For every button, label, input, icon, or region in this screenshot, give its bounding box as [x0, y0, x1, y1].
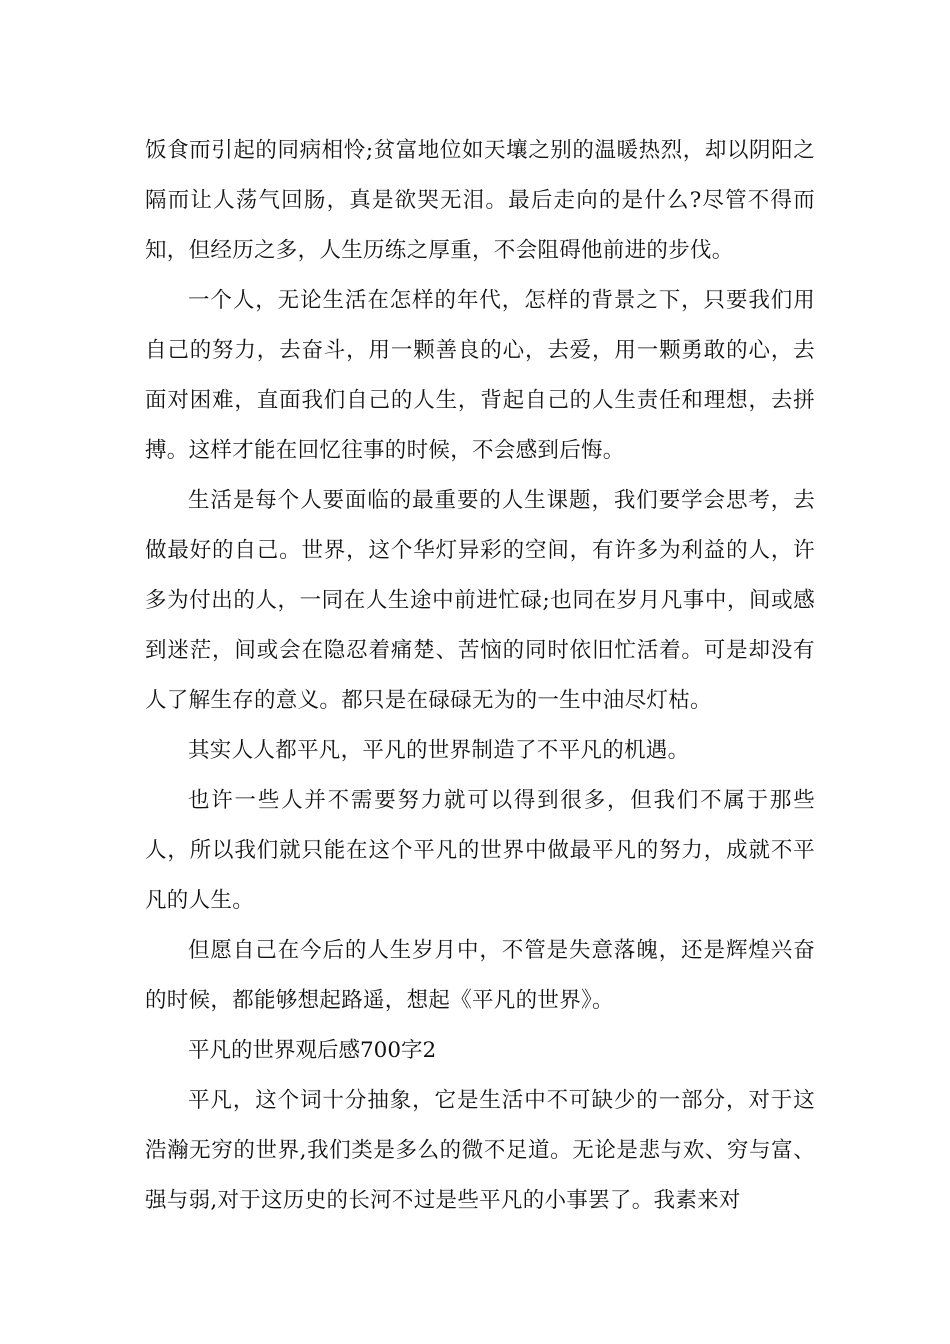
- paragraph-continuation: 饭食而引起的同病相怜;贫富地位如天壤之别的温暖热烈，却以阴阳之隔而让人荡气回肠，真是欲哭无泪。最后走向的是什么?尽管不得而知，但经历之多，人生历练之厚重，不会阻碍他前进的步伐。: [145, 138, 815, 263]
- paragraph: 一个人，无论生活在怎样的年代，怎样的背景之下，只要我们用自己的努力，去奋斗，用一颗善良的心，去爱，用一颗勇敢的心，去面对困难，直面我们自己的人生，背起自己的人生责任和理想，去拼搏。这样才能在回忆往事的时候，不会感到后悔。: [145, 288, 815, 463]
- section-heading: 平凡的世界观后感700字2: [188, 1038, 437, 1063]
- paragraph: 但愿自己在今后的人生岁月中，不管是失意落魄，还是辉煌兴奋的时候，都能够想起路遥，想起《平凡的世界》。: [145, 938, 815, 1013]
- paragraph: 也许一些人并不需要努力就可以得到很多，但我们不属于那些人，所以我们就只能在这个平凡的世界中做最平凡的努力，成就不平凡的人生。: [145, 788, 815, 913]
- document-page: [145, 126, 815, 1226]
- paragraph: 其实人人都平凡，平凡的世界制造了不平凡的机遇。: [188, 738, 690, 763]
- paragraph: 平凡，这个词十分抽象，它是生活中不可缺少的一部分，对于这浩瀚无穷的世界,我们类是多么的微不足道。无论是悲与欢、穷与富、强与弱,对于这历史的长河不过是些平凡的小事罢了。我素来对: [145, 1088, 815, 1213]
- paragraph: 生活是每个人要面临的最重要的人生课题，我们要学会思考，去做最好的自己。世界，这个华灯异彩的空间，有许多为利益的人，许多为付出的人，一同在人生途中前进忙碌;也同在岁月凡事中，间或感到迷茫，间或会在隐忍着痛楚、苦恼的同时依旧忙活着。可是却没有人了解生存的意义。都只是在碌碌无为的一生中油尽灯枯。: [145, 488, 815, 713]
